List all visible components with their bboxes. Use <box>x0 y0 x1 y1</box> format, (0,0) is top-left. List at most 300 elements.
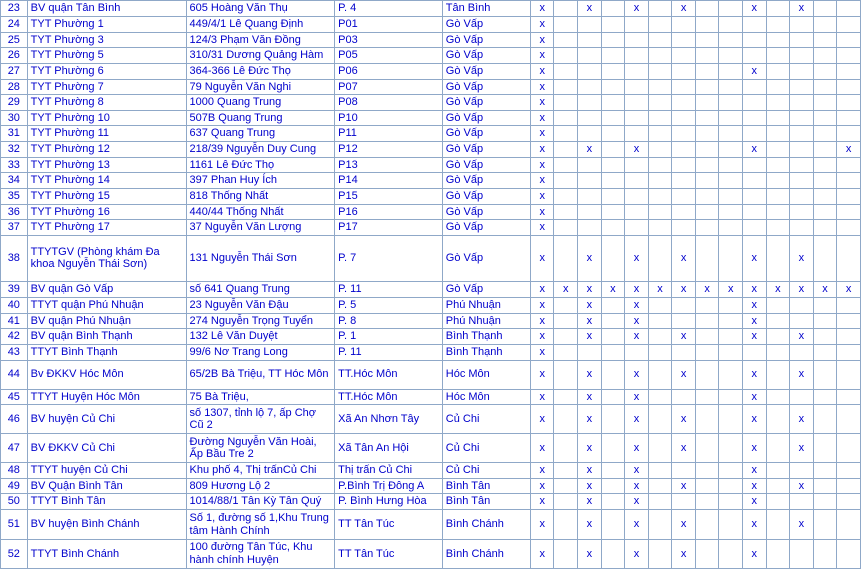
service-mark-cell: x <box>672 281 696 297</box>
service-mark-cell <box>648 126 672 142</box>
service-mark-cell <box>648 79 672 95</box>
service-mark-cell: x <box>625 235 649 281</box>
service-mark-cell <box>719 126 743 142</box>
service-mark-cell <box>766 494 790 510</box>
facility-address-cell: 274 Nguyễn Trọng Tuyển <box>186 313 335 329</box>
service-mark-cell <box>601 189 625 205</box>
table-row <box>1 220 861 236</box>
service-mark-cell <box>648 157 672 173</box>
table-row <box>1 281 861 297</box>
row-index-cell: 29 <box>1 95 28 111</box>
service-mark-cell: x <box>672 360 696 389</box>
table-row <box>1 32 861 48</box>
service-mark-cell <box>766 540 790 569</box>
service-mark-cell <box>601 204 625 220</box>
service-mark-cell <box>837 478 861 494</box>
facility-name-cell: TYT Phường 17 <box>27 220 186 236</box>
facility-ward-cell: P05 <box>335 48 443 64</box>
facility-address-cell: 449/4/1 Lê Quang Định <box>186 17 335 33</box>
service-mark-cell: x <box>742 389 766 405</box>
row-index-cell: 45 <box>1 389 28 405</box>
service-mark-cell <box>695 48 719 64</box>
service-mark-cell <box>695 220 719 236</box>
service-mark-cell <box>719 405 743 434</box>
service-mark-cell <box>837 189 861 205</box>
service-mark-cell <box>601 235 625 281</box>
service-mark-cell: x <box>625 540 649 569</box>
service-mark-cell: x <box>837 142 861 158</box>
service-mark-cell <box>813 405 837 434</box>
service-mark-cell <box>601 32 625 48</box>
service-mark-cell <box>672 189 696 205</box>
service-mark-cell <box>601 157 625 173</box>
table-row <box>1 17 861 33</box>
facility-ward-cell: P. 4 <box>335 1 443 17</box>
table-row <box>1 1 861 17</box>
facility-ward-cell: Xã Tân An Hội <box>335 434 443 463</box>
row-index-cell: 39 <box>1 281 28 297</box>
service-mark-cell <box>625 63 649 79</box>
service-mark-cell <box>578 189 602 205</box>
service-mark-cell <box>672 204 696 220</box>
service-mark-cell <box>719 204 743 220</box>
service-mark-cell <box>837 48 861 64</box>
row-index-cell: 26 <box>1 48 28 64</box>
service-mark-cell <box>837 434 861 463</box>
service-mark-cell: x <box>742 329 766 345</box>
service-mark-cell <box>648 235 672 281</box>
service-mark-cell <box>813 313 837 329</box>
service-mark-cell <box>742 32 766 48</box>
service-mark-cell <box>695 360 719 389</box>
service-mark-cell <box>554 478 578 494</box>
service-mark-cell: x <box>625 360 649 389</box>
service-mark-cell <box>837 95 861 111</box>
facility-name-cell: TYT Phường 13 <box>27 157 186 173</box>
service-mark-cell <box>766 126 790 142</box>
row-index-cell: 32 <box>1 142 28 158</box>
table-row <box>1 494 861 510</box>
facility-ward-cell: P. 8 <box>335 313 443 329</box>
service-mark-cell <box>766 434 790 463</box>
service-mark-cell <box>766 297 790 313</box>
facility-name-cell: BV huyện Củ Chi <box>27 405 186 434</box>
facility-district-cell: Phú Nhuận <box>442 313 530 329</box>
facility-district-cell: Gò Vấp <box>442 17 530 33</box>
service-mark-cell: x <box>530 405 554 434</box>
service-mark-cell: x <box>530 434 554 463</box>
service-mark-cell <box>625 17 649 33</box>
service-mark-cell <box>672 17 696 33</box>
service-mark-cell <box>837 313 861 329</box>
service-mark-cell <box>766 389 790 405</box>
service-mark-cell <box>601 95 625 111</box>
service-mark-cell: x <box>530 63 554 79</box>
facility-district-cell: Bình Chánh <box>442 510 530 540</box>
row-index-cell: 27 <box>1 63 28 79</box>
service-mark-cell <box>742 126 766 142</box>
table-row <box>1 142 861 158</box>
service-mark-cell <box>601 494 625 510</box>
service-mark-cell <box>742 48 766 64</box>
service-mark-cell <box>672 110 696 126</box>
service-mark-cell <box>625 344 649 360</box>
table-row <box>1 95 861 111</box>
service-mark-cell <box>790 204 814 220</box>
service-mark-cell <box>648 329 672 345</box>
service-mark-cell <box>672 173 696 189</box>
service-mark-cell <box>766 17 790 33</box>
facility-address-cell: 809 Hương Lộ 2 <box>186 478 335 494</box>
service-mark-cell <box>742 95 766 111</box>
facility-name-cell: BV quận Gò Vấp <box>27 281 186 297</box>
service-mark-cell: x <box>578 360 602 389</box>
service-mark-cell <box>648 344 672 360</box>
service-mark-cell <box>766 510 790 540</box>
service-mark-cell: x <box>672 1 696 17</box>
service-mark-cell <box>672 63 696 79</box>
service-mark-cell: x <box>530 1 554 17</box>
service-mark-cell <box>648 17 672 33</box>
service-mark-cell <box>648 204 672 220</box>
service-mark-cell <box>578 95 602 111</box>
service-mark-cell <box>837 1 861 17</box>
facility-name-cell: TTYT huyện Củ Chi <box>27 463 186 479</box>
facility-district-cell: Gò Vấp <box>442 281 530 297</box>
facility-ward-cell: P12 <box>335 142 443 158</box>
service-mark-cell <box>672 48 696 64</box>
row-index-cell: 35 <box>1 189 28 205</box>
service-mark-cell <box>695 126 719 142</box>
facility-ward-cell: Xã An Nhơn Tây <box>335 405 443 434</box>
service-mark-cell <box>719 189 743 205</box>
facility-ward-cell: P. 1 <box>335 329 443 345</box>
service-mark-cell <box>554 79 578 95</box>
service-mark-cell <box>578 79 602 95</box>
facility-address-cell: 124/3 Phạm Văn Đồng <box>186 32 335 48</box>
service-mark-cell <box>554 434 578 463</box>
service-mark-cell <box>625 204 649 220</box>
service-mark-cell <box>625 48 649 64</box>
service-mark-cell <box>554 189 578 205</box>
facility-address-cell: 397 Phan Huy Ích <box>186 173 335 189</box>
service-mark-cell <box>578 204 602 220</box>
facility-ward-cell: P. 11 <box>335 344 443 360</box>
service-mark-cell <box>837 510 861 540</box>
table-row <box>1 313 861 329</box>
facility-ward-cell: P14 <box>335 173 443 189</box>
service-mark-cell: x <box>672 329 696 345</box>
service-mark-cell <box>790 79 814 95</box>
service-mark-cell <box>766 48 790 64</box>
service-mark-cell <box>742 344 766 360</box>
table-row <box>1 463 861 479</box>
service-mark-cell <box>601 17 625 33</box>
service-mark-cell: x <box>742 434 766 463</box>
service-mark-cell: x <box>742 297 766 313</box>
service-mark-cell: x <box>530 313 554 329</box>
service-mark-cell <box>554 142 578 158</box>
facility-address-cell: 440/44 Thống Nhất <box>186 204 335 220</box>
service-mark-cell: x <box>625 389 649 405</box>
service-mark-cell <box>837 32 861 48</box>
service-mark-cell: x <box>530 95 554 111</box>
service-mark-cell <box>719 540 743 569</box>
service-mark-cell: x <box>530 360 554 389</box>
service-mark-cell <box>790 157 814 173</box>
service-mark-cell: x <box>625 142 649 158</box>
table-row <box>1 110 861 126</box>
service-mark-cell <box>719 1 743 17</box>
service-mark-cell <box>719 110 743 126</box>
service-mark-cell <box>625 157 649 173</box>
service-mark-cell <box>601 434 625 463</box>
row-index-cell: 28 <box>1 79 28 95</box>
service-mark-cell <box>672 344 696 360</box>
service-mark-cell <box>766 313 790 329</box>
service-mark-cell <box>790 142 814 158</box>
service-mark-cell: x <box>530 235 554 281</box>
facility-name-cell: TTYTGV (Phòng khám Đa khoa Nguyễn Thái Sơn) <box>27 235 186 281</box>
service-mark-cell <box>625 79 649 95</box>
service-mark-cell <box>554 510 578 540</box>
service-mark-cell <box>719 220 743 236</box>
facility-district-cell: Gò Vấp <box>442 220 530 236</box>
service-mark-cell: x <box>742 405 766 434</box>
service-mark-cell <box>554 157 578 173</box>
facility-ward-cell: P06 <box>335 63 443 79</box>
service-mark-cell <box>719 463 743 479</box>
facility-address-cell: 218/39 Nguyễn Duy Cung <box>186 142 335 158</box>
table-row <box>1 189 861 205</box>
service-mark-cell <box>813 173 837 189</box>
facility-address-cell: Khu phố 4, Thị trấnCủ Chi <box>186 463 335 479</box>
service-mark-cell <box>719 63 743 79</box>
service-mark-cell: x <box>625 510 649 540</box>
facility-name-cell: TTYT Bình Thạnh <box>27 344 186 360</box>
service-mark-cell: x <box>578 313 602 329</box>
service-mark-cell <box>719 235 743 281</box>
row-index-cell: 23 <box>1 1 28 17</box>
service-mark-cell <box>719 173 743 189</box>
service-mark-cell <box>766 157 790 173</box>
service-mark-cell: x <box>530 189 554 205</box>
facility-district-cell: Gò Vấp <box>442 95 530 111</box>
service-mark-cell <box>601 173 625 189</box>
facility-ward-cell: TT Tân Túc <box>335 540 443 569</box>
facility-address-cell: 99/6 Nơ Trang Long <box>186 344 335 360</box>
service-mark-cell <box>554 297 578 313</box>
facility-name-cell: TYT Phường 16 <box>27 204 186 220</box>
service-mark-cell: x <box>742 313 766 329</box>
facility-name-cell: BV quận Bình Thạnh <box>27 329 186 345</box>
service-mark-cell: x <box>672 434 696 463</box>
facility-district-cell: Gò Vấp <box>442 48 530 64</box>
service-mark-cell <box>648 434 672 463</box>
service-mark-cell <box>601 1 625 17</box>
service-mark-cell <box>719 434 743 463</box>
service-mark-cell <box>672 389 696 405</box>
row-index-cell: 51 <box>1 510 28 540</box>
service-mark-cell <box>648 360 672 389</box>
service-mark-cell <box>766 235 790 281</box>
service-mark-cell <box>837 360 861 389</box>
service-mark-cell <box>790 17 814 33</box>
table-row <box>1 204 861 220</box>
service-mark-cell: x <box>578 463 602 479</box>
service-mark-cell <box>648 510 672 540</box>
service-mark-cell <box>672 79 696 95</box>
service-mark-cell: x <box>790 360 814 389</box>
facility-district-cell: Gò Vấp <box>442 110 530 126</box>
facility-ward-cell: P. Bình Hưng Hòa <box>335 494 443 510</box>
service-mark-cell <box>648 297 672 313</box>
service-mark-cell <box>766 478 790 494</box>
facility-name-cell: TTYT Bình Tân <box>27 494 186 510</box>
facility-address-cell: số 1307, tỉnh lộ 7, ấp Chợ Cũ 2 <box>186 405 335 434</box>
service-mark-cell: x <box>578 297 602 313</box>
service-mark-cell: x <box>530 494 554 510</box>
service-mark-cell <box>813 235 837 281</box>
row-index-cell: 42 <box>1 329 28 345</box>
row-index-cell: 41 <box>1 313 28 329</box>
facility-district-cell: Gò Vấp <box>442 204 530 220</box>
service-mark-cell <box>601 344 625 360</box>
facility-district-cell: Gò Vấp <box>442 126 530 142</box>
service-mark-cell <box>695 405 719 434</box>
service-mark-cell <box>554 173 578 189</box>
service-mark-cell: x <box>719 281 743 297</box>
service-mark-cell: x <box>578 494 602 510</box>
service-mark-cell <box>601 405 625 434</box>
service-mark-cell: x <box>530 142 554 158</box>
service-mark-cell <box>813 189 837 205</box>
service-mark-cell <box>554 220 578 236</box>
service-mark-cell <box>719 478 743 494</box>
service-mark-cell <box>648 1 672 17</box>
facility-address-cell: 507B Quang Trung <box>186 110 335 126</box>
service-mark-cell <box>672 157 696 173</box>
service-mark-cell: x <box>530 32 554 48</box>
service-mark-cell <box>554 389 578 405</box>
service-mark-cell: x <box>530 220 554 236</box>
facility-ward-cell: P13 <box>335 157 443 173</box>
service-mark-cell <box>742 189 766 205</box>
service-mark-cell <box>837 329 861 345</box>
service-mark-cell <box>790 540 814 569</box>
service-mark-cell <box>719 329 743 345</box>
service-mark-cell <box>813 494 837 510</box>
facility-address-cell: 23 Nguyễn Văn Đậu <box>186 297 335 313</box>
facility-ward-cell: P10 <box>335 110 443 126</box>
service-mark-cell: x <box>625 463 649 479</box>
service-mark-cell: x <box>742 494 766 510</box>
service-mark-cell <box>625 95 649 111</box>
facility-address-cell: 1000 Quang Trung <box>186 95 335 111</box>
service-mark-cell: x <box>625 494 649 510</box>
service-mark-cell: x <box>530 463 554 479</box>
service-mark-cell <box>578 157 602 173</box>
row-index-cell: 36 <box>1 204 28 220</box>
service-mark-cell: x <box>578 405 602 434</box>
service-mark-cell <box>837 344 861 360</box>
service-mark-cell <box>578 220 602 236</box>
service-mark-cell <box>648 389 672 405</box>
facility-address-cell: 637 Quang Trung <box>186 126 335 142</box>
service-mark-cell: x <box>625 1 649 17</box>
service-mark-cell: x <box>837 281 861 297</box>
facility-district-cell: Gò Vấp <box>442 173 530 189</box>
service-mark-cell <box>695 79 719 95</box>
row-index-cell: 46 <box>1 405 28 434</box>
service-mark-cell: x <box>790 434 814 463</box>
service-mark-cell <box>695 434 719 463</box>
service-mark-cell <box>554 95 578 111</box>
service-mark-cell <box>695 95 719 111</box>
service-mark-cell <box>719 95 743 111</box>
row-index-cell: 52 <box>1 540 28 569</box>
service-mark-cell <box>672 313 696 329</box>
service-mark-cell <box>554 235 578 281</box>
facility-ward-cell: P01 <box>335 17 443 33</box>
facility-name-cell: TYT Phường 6 <box>27 63 186 79</box>
service-mark-cell <box>742 17 766 33</box>
service-mark-cell: x <box>578 1 602 17</box>
service-mark-cell <box>719 344 743 360</box>
facility-name-cell: TYT Phường 14 <box>27 173 186 189</box>
service-mark-cell <box>554 313 578 329</box>
facility-address-cell: 364-366 Lê Đức Thọ <box>186 63 335 79</box>
service-mark-cell <box>601 297 625 313</box>
table-row <box>1 405 861 434</box>
service-mark-cell <box>766 142 790 158</box>
service-mark-cell <box>695 173 719 189</box>
service-mark-cell <box>578 63 602 79</box>
service-mark-cell <box>766 95 790 111</box>
service-mark-cell <box>742 157 766 173</box>
service-mark-cell <box>719 494 743 510</box>
service-mark-cell <box>837 110 861 126</box>
table-row <box>1 173 861 189</box>
facility-address-cell: 310/31 Dương Quảng Hàm <box>186 48 335 64</box>
service-mark-cell <box>672 142 696 158</box>
facility-ward-cell: P16 <box>335 204 443 220</box>
service-mark-cell <box>648 32 672 48</box>
facility-ward-cell: P03 <box>335 32 443 48</box>
service-mark-cell: x <box>530 329 554 345</box>
service-mark-cell <box>742 220 766 236</box>
service-mark-cell: x <box>813 281 837 297</box>
service-mark-cell <box>813 1 837 17</box>
service-mark-cell <box>837 220 861 236</box>
service-mark-cell <box>554 494 578 510</box>
facility-district-cell: Hóc Môn <box>442 360 530 389</box>
facility-ward-cell: P08 <box>335 95 443 111</box>
service-mark-cell <box>601 360 625 389</box>
facility-ward-cell: P17 <box>335 220 443 236</box>
facility-address-cell: 37 Nguyễn Văn Lượng <box>186 220 335 236</box>
service-mark-cell: x <box>625 329 649 345</box>
service-mark-cell <box>837 63 861 79</box>
service-mark-cell: x <box>530 389 554 405</box>
service-mark-cell <box>625 110 649 126</box>
service-mark-cell <box>790 32 814 48</box>
service-mark-cell <box>695 510 719 540</box>
service-mark-cell <box>813 344 837 360</box>
service-mark-cell <box>695 540 719 569</box>
service-mark-cell: x <box>672 405 696 434</box>
facility-name-cell: TYT Phường 5 <box>27 48 186 64</box>
